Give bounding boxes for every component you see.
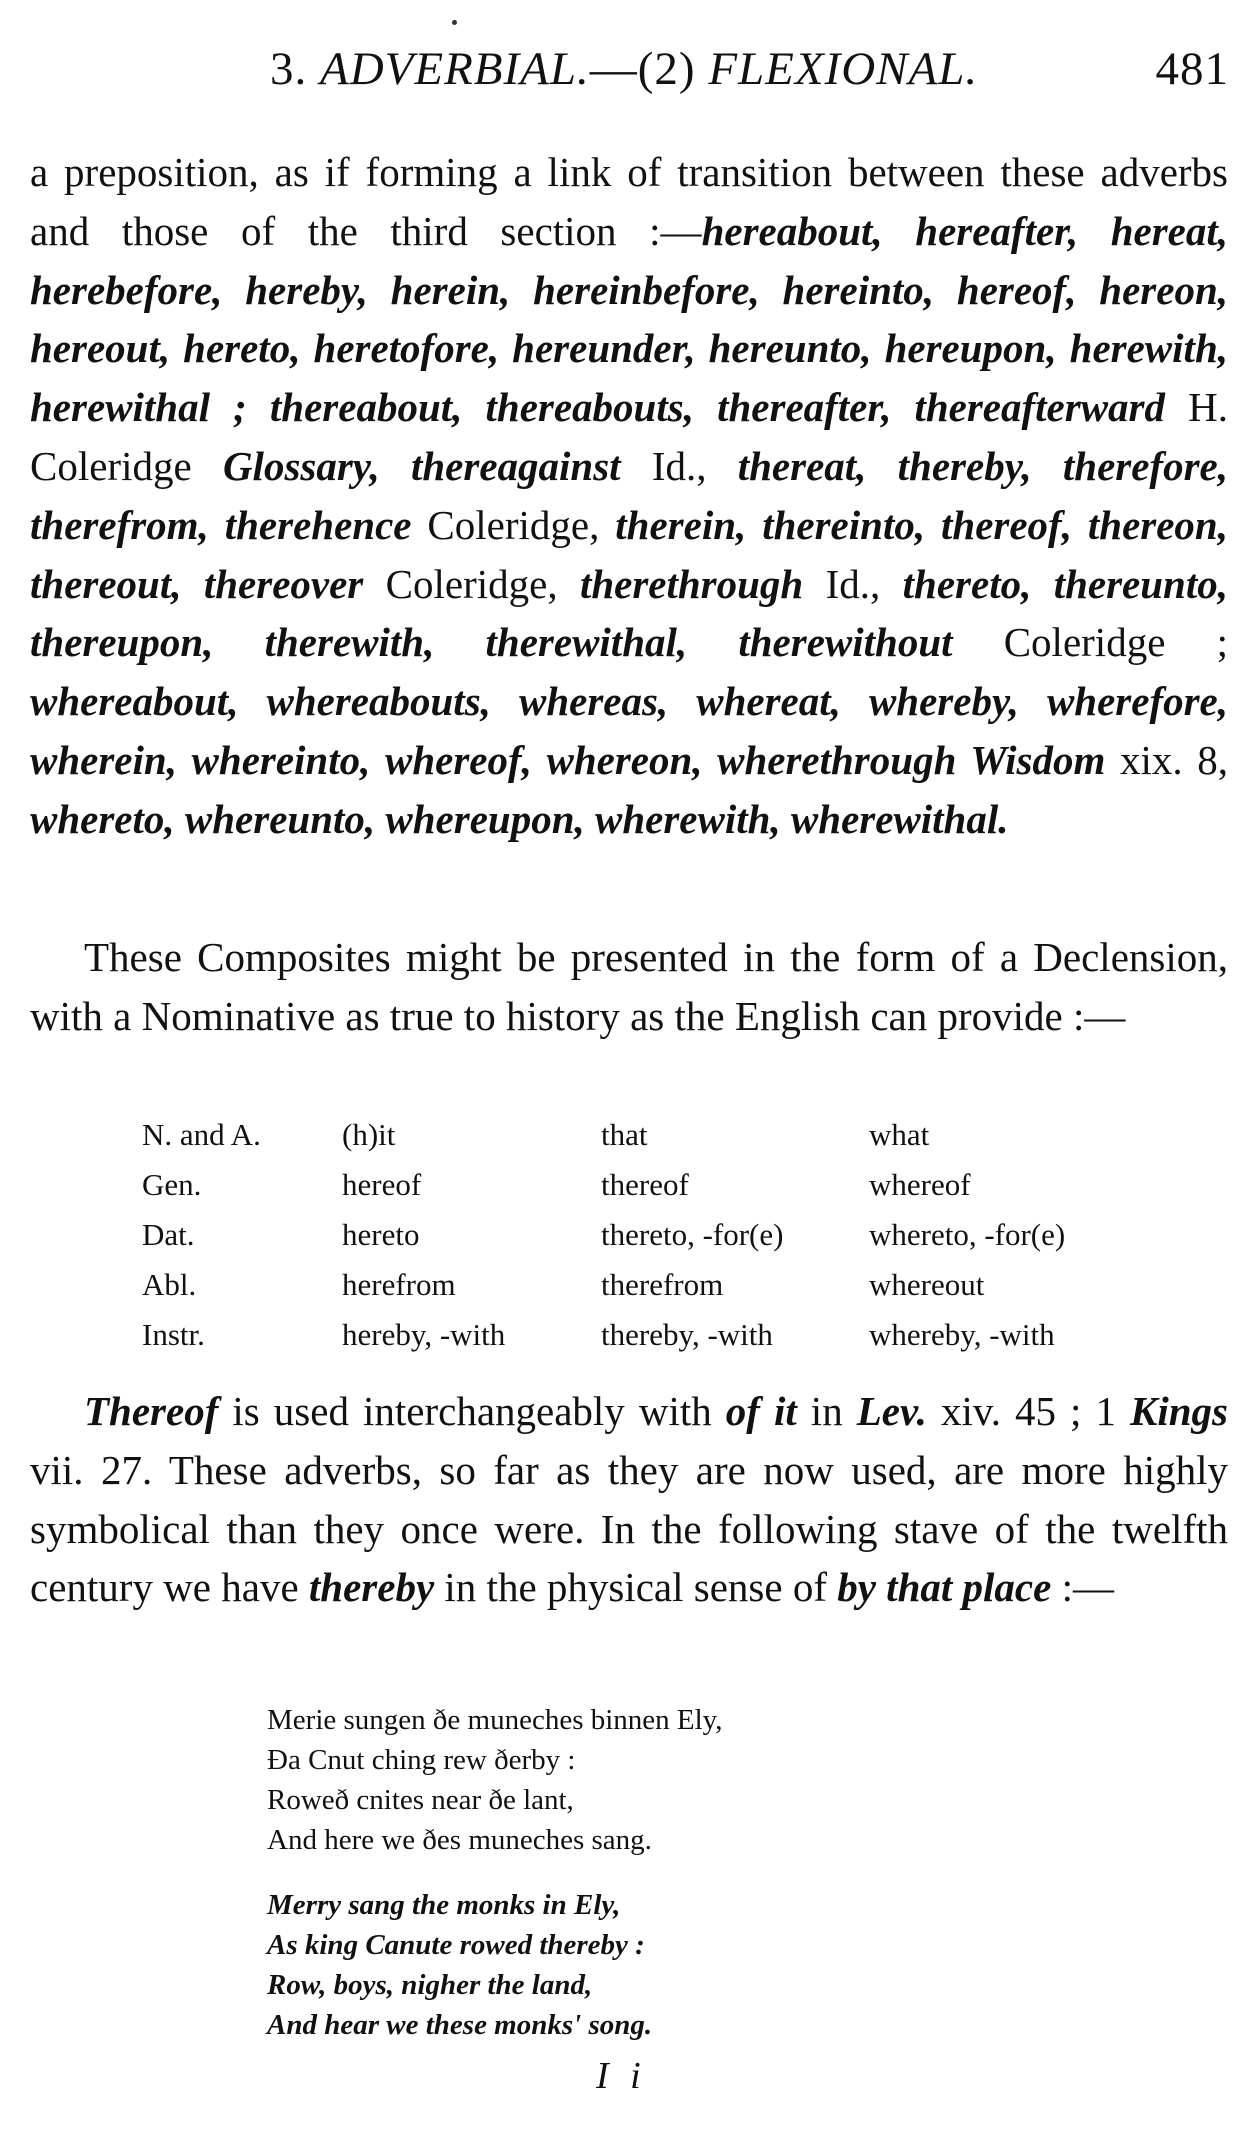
text-run: Id.,	[620, 442, 738, 489]
verse-translation	[267, 1885, 652, 2045]
declension-row	[142, 1160, 1149, 1210]
declension-row	[142, 1260, 1149, 1310]
verse-line: Roweð cnites near ðe lant,	[267, 1784, 574, 1816]
text-run: is used interchangeably with	[218, 1388, 726, 1434]
declension-cell: that	[601, 1117, 648, 1152]
text-run: Coleridge ;	[952, 619, 1228, 666]
declension-row	[142, 1210, 1149, 1260]
italic-run: thereto, thereunto, thereupon, therewith, therewithal, therewithout	[30, 560, 1229, 666]
declension-row	[142, 1310, 1149, 1360]
italic-run: Lev.	[856, 1388, 927, 1434]
header-subsection: —(2)	[589, 43, 696, 95]
italic-run: whereto, whereunto, whereupon, wherewith, wherewithal.	[30, 795, 1009, 842]
header-title	[270, 42, 978, 96]
text-run: xix. 8,	[1105, 736, 1228, 783]
text-run: H. Coleridge	[30, 384, 1228, 489]
text-run: in	[796, 1388, 857, 1434]
declension-cell: whereof	[869, 1167, 971, 1202]
paragraph-2: These Composites might be presented in the form of a Declension, with a Nominative as true to history as the English can provide :—	[30, 934, 1228, 1039]
case-label: Instr.	[142, 1317, 205, 1352]
section-number: 3.	[270, 43, 308, 95]
text-run: Coleridge,	[411, 501, 616, 548]
text-run: Coleridge,	[363, 560, 580, 607]
declension-cell: hereto	[342, 1217, 420, 1252]
italic-run: thereby	[308, 1564, 435, 1611]
declension-cell: hereof	[342, 1167, 422, 1202]
paragraph-1	[30, 143, 1228, 849]
declension-cell: what	[869, 1117, 930, 1152]
text-run: :—	[1051, 1564, 1114, 1611]
case-label: N. and A.	[142, 1117, 261, 1152]
italic-run: by that place	[837, 1564, 1052, 1611]
verse-line: Merie sungen ðe muneches binnen Ely,	[267, 1704, 723, 1736]
italic-run: hereabout, hereafter, hereat, herebefore, hereby, herein, hereinbefore, hereinto, hereof, hereon, hereout, hereto, heretofore, hereunder, hereunto, hereupon, herewith, herewithal ; thereabout, thereabouts, thereafter, thereafterward	[30, 207, 1228, 431]
italic-run: thereat, thereby, therefore, therefrom, therehence	[30, 442, 1228, 548]
declension-cell: thereby, -with	[601, 1317, 773, 1352]
verse-original	[267, 1700, 723, 1860]
italic-run: of it	[725, 1388, 797, 1434]
italic-run: Kings	[1130, 1388, 1228, 1434]
italic-run: therethrough	[579, 560, 804, 607]
signature-mark: I i	[596, 2055, 647, 2097]
declension-cell: herefrom	[342, 1267, 456, 1302]
declension-cell: (h)it	[342, 1117, 396, 1152]
running-header	[270, 42, 1229, 112]
text-run: in the physical sense of	[434, 1564, 838, 1611]
text-run: vii. 27. These adverbs, so far as they are now used, are more highly symbolical than they once were. In the following stave of the twelfth century we have	[30, 1446, 1228, 1611]
text-run: a preposition, as if forming a link of transition between these adverbs and those of the third section :—	[30, 149, 1228, 254]
verse-line: Merry sang the monks in Ely,	[267, 1889, 621, 1921]
italic-run: whereabout, whereabouts, whereas, whereat, whereby, wherefore, wherein, whereinto, whereof, whereon, wherethrough Wisdom	[30, 678, 1228, 783]
declension-cell: thereto, -for(e)	[601, 1217, 784, 1252]
verse-line: And hear we these monks' song.	[267, 2009, 653, 2041]
italic-run: Glossary, thereagainst	[222, 442, 621, 489]
declension-table	[142, 1110, 1149, 1360]
paragraph-3	[30, 1382, 1228, 1617]
case-label: Dat.	[142, 1217, 195, 1252]
case-label: Abl.	[142, 1267, 197, 1302]
declension-cell: hereby, -with	[342, 1317, 506, 1352]
verse-line: Ða Cnut ching rew ðerby :	[267, 1744, 576, 1776]
declension-cell: whereout	[869, 1267, 985, 1302]
declension-row	[142, 1110, 1149, 1160]
verse-line: And here we ðes muneches sang.	[267, 1824, 652, 1856]
case-label: Gen.	[142, 1167, 202, 1202]
declension-cell: therefrom	[601, 1267, 724, 1302]
header-title-flexional: FLEXIONAL.	[708, 43, 979, 95]
verse-line: Row, boys, nigher the land,	[267, 1969, 593, 2001]
header-title-adverbial: ADVERBIAL.	[320, 43, 590, 95]
italic-run: therein, thereinto, thereof, thereon, thereout, thereover	[30, 501, 1228, 607]
text-run: Id.,	[803, 560, 903, 607]
top-speck	[452, 20, 457, 25]
declension-cell: whereto, -for(e)	[869, 1217, 1066, 1252]
verse-line: As king Canute rowed thereby :	[267, 1929, 645, 1961]
declension-cell: thereof	[601, 1167, 689, 1202]
page-number: 481	[1155, 43, 1229, 95]
declension-cell: whereby, -with	[869, 1317, 1055, 1352]
text-run: xiv. 45 ; 1	[926, 1388, 1130, 1434]
italic-run: Thereof	[84, 1388, 219, 1434]
